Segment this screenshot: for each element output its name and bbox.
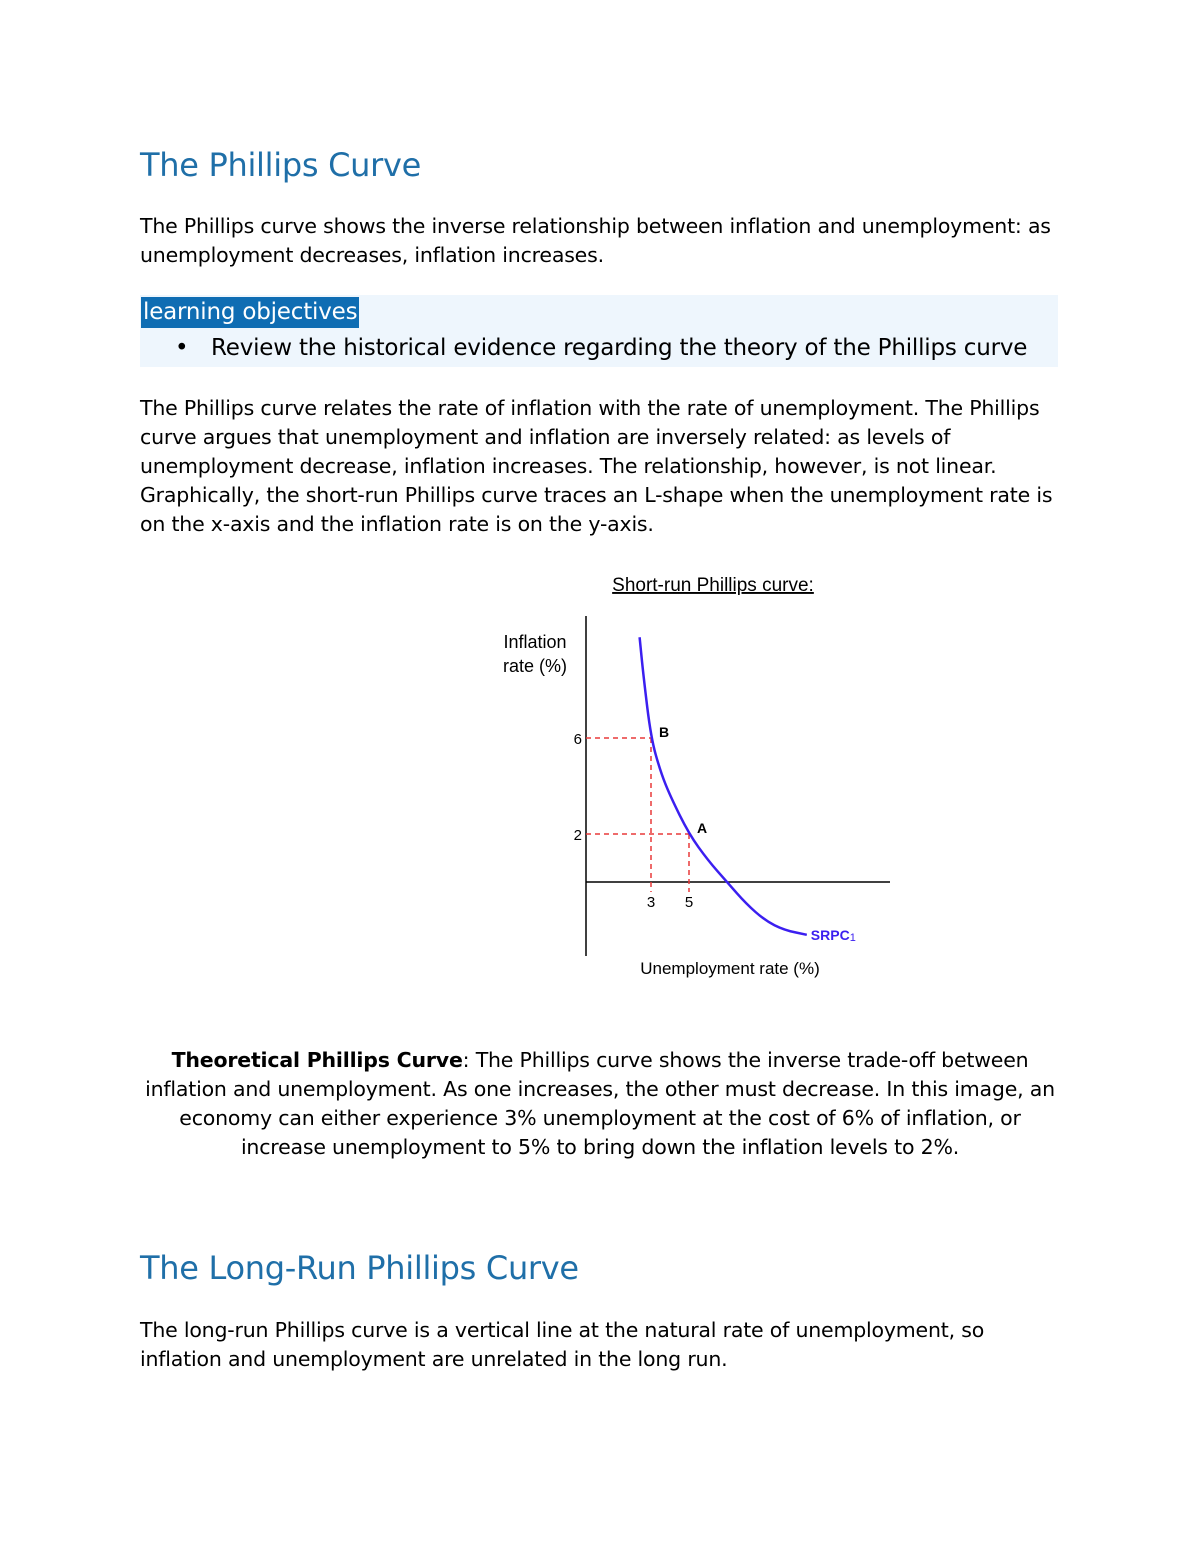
y-tick-label: 2 (573, 827, 582, 844)
point-label-A: A (697, 820, 708, 836)
learning-objectives-title: learning objectives (141, 297, 359, 328)
chart-svg (470, 560, 930, 990)
series-label-subscript: 1 (849, 931, 856, 944)
series-label-srpc1: SRPC1 (810, 926, 856, 944)
body-paragraph: The Phillips curve relates the rate of inflation with the rate of unemployment. The Phillips curve argues that unemployment and inflation are inversely related: as levels of unemployment decrease, inflation increases. The relationship, however, is not linear. Graphically, the short-run Phillips curve traces an L-shape when the unemployment rate is on the x-axis and the inflation rate is on the y-axis. (140, 396, 1053, 536)
figure-caption (140, 1046, 1060, 1162)
x-axis-label: Unemployment rate (%) (640, 959, 820, 978)
learning-objectives-box (140, 295, 1058, 367)
y-axis-label-line1: Inflation (503, 632, 567, 652)
section-title-phillips-curve: The Phillips Curve (140, 146, 421, 184)
section2-intro: The long-run Phillips curve is a vertical line at the natural rate of unemployment, so inflation and unemployment are unrelated in the long run. (140, 1318, 985, 1371)
section-title-long-run: The Long-Run Phillips Curve (140, 1249, 579, 1287)
y-tick-label: 6 (573, 731, 582, 748)
learning-objective-text: Review the historical evidence regarding the theory of the Phillips curve (211, 335, 1028, 361)
x-tick-label: 3 (646, 894, 656, 911)
chart-title: Short-run Phillips curve: (612, 575, 814, 596)
caption-text: : The Phillips curve shows the inverse trade-off between inflation and unemployment. As one increases, the other must decrease. In this image, an economy can either experience 3% unemployment at the cost of 6% of inflation, or increase unemployment to 5% to bring down the inflation levels to 2%. (145, 1048, 1055, 1159)
phillips-curve-chart (470, 560, 930, 990)
y-axis-label-line2: rate (%) (502, 656, 568, 676)
caption-bold: Theoretical Phillips Curve (171, 1048, 463, 1072)
series-line-srpc1 (640, 637, 807, 935)
section-intro: The Phillips curve shows the inverse relationship between inflation and unemployment: as unemployment decreases, inflation increases. (140, 214, 1051, 267)
x-tick-label: 5 (684, 894, 694, 911)
bullet-icon: • (175, 335, 189, 361)
point-label-B: B (659, 724, 670, 740)
